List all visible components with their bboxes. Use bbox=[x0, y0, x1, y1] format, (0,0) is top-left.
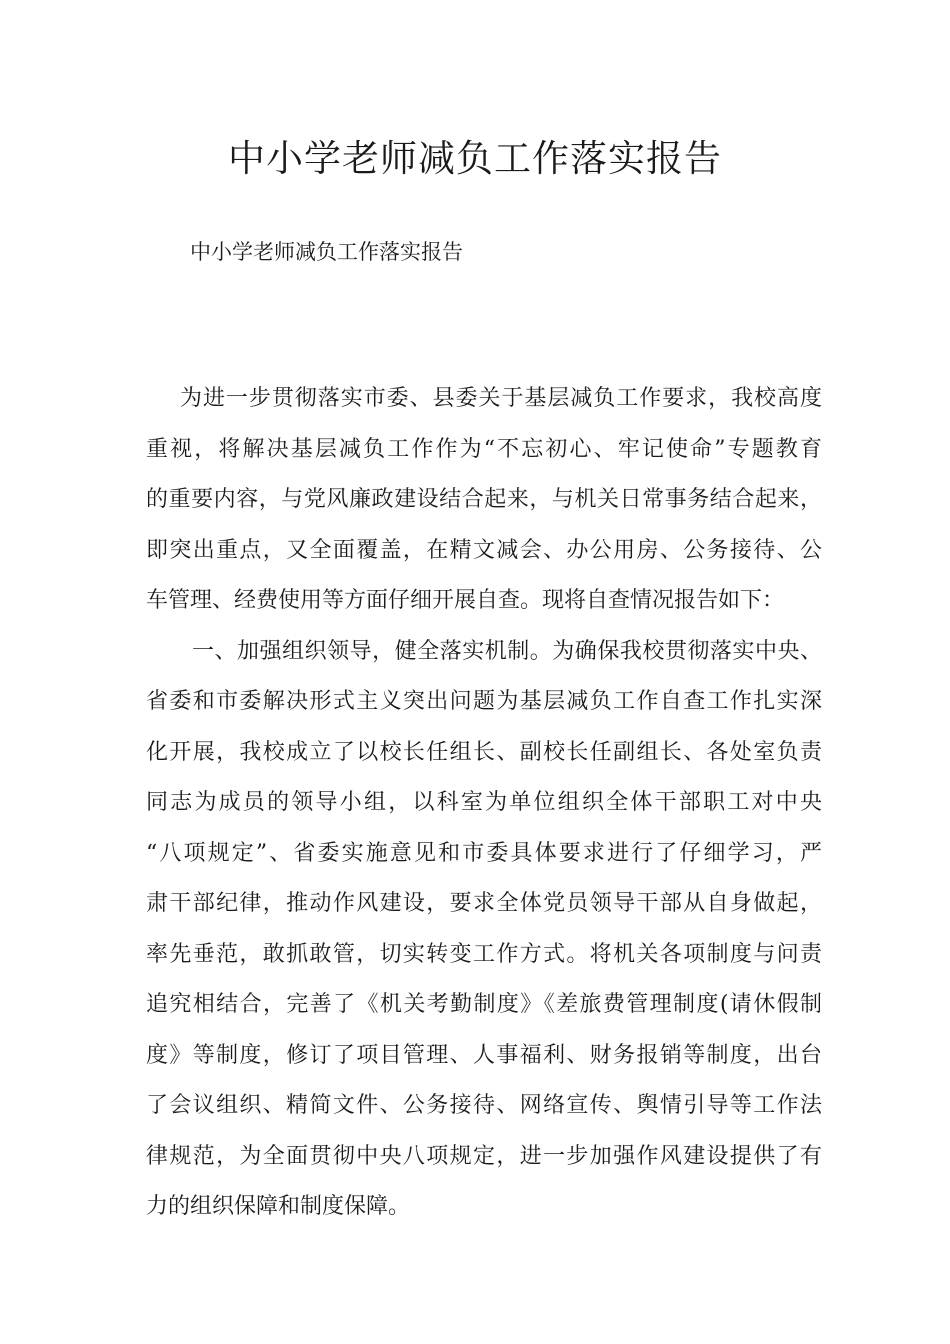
text-line: 追究相结合，完善了《机关考勤制度》《差旅费管理制度(请休假制 bbox=[146, 992, 822, 1017]
text-line: 重视，将解决基层减负工作作为“不忘初心、牢记使命”专题教育 bbox=[146, 436, 822, 462]
text-line: 肃干部纪律，推动作风建设，要求全体党员领导干部从自身做起， bbox=[146, 891, 822, 916]
paragraph-intro bbox=[146, 382, 822, 635]
text-line: 的重要内容，与党风廉政建设结合起来，与机关日常事务结合起来， bbox=[146, 487, 822, 512]
text-line: 车管理、经费使用等方面仔细开展自查。现将自查情况报告如下： bbox=[146, 588, 785, 613]
text-line: 同志为成员的领导小组，以科室为单位组织全体干部职工对中央 bbox=[146, 790, 822, 815]
text-line: 为进一步贯彻落实市委、县委关于基层减负工作要求，我校高度 bbox=[180, 386, 822, 411]
text-line: 度》等制度，修订了项目管理、人事福利、财务报销等制度，出台 bbox=[146, 1042, 822, 1068]
text-line: 化开展，我校成立了以校长任组长、副校长任副组长、各处室负责 bbox=[146, 739, 822, 765]
document-body bbox=[146, 382, 822, 1241]
text-line: 一、加强组织领导，健全落实机制。为确保我校贯彻落实中央、 bbox=[192, 638, 822, 664]
text-line: 力的组织保障和制度保障。 bbox=[146, 1194, 411, 1219]
document-title: 中小学老师减负工作落实报告 bbox=[228, 137, 722, 180]
text-line: “八项规定”、省委实施意见和市委具体要求进行了仔细学习，严 bbox=[146, 840, 822, 866]
text-line: 了会议组织、精简文件、公务接待、网络宣传、舆情引导等工作法 bbox=[146, 1093, 822, 1118]
text-line: 率先垂范，敢抓敢管，切实转变工作方式。将机关各项制度与问责 bbox=[146, 941, 822, 967]
text-line: 律规范，为全面贯彻中央八项规定，进一步加强作风建设提供了有 bbox=[146, 1143, 822, 1169]
paragraph-section-1 bbox=[146, 635, 822, 1241]
document-subtitle: 中小学老师减负工作落实报告 bbox=[190, 240, 463, 264]
text-line: 省委和市委解决形式主义突出问题为基层减负工作自查工作扎实深 bbox=[146, 689, 822, 714]
text-line: 即突出重点，又全面覆盖，在精文减会、办公用房、公务接待、公 bbox=[146, 537, 822, 563]
